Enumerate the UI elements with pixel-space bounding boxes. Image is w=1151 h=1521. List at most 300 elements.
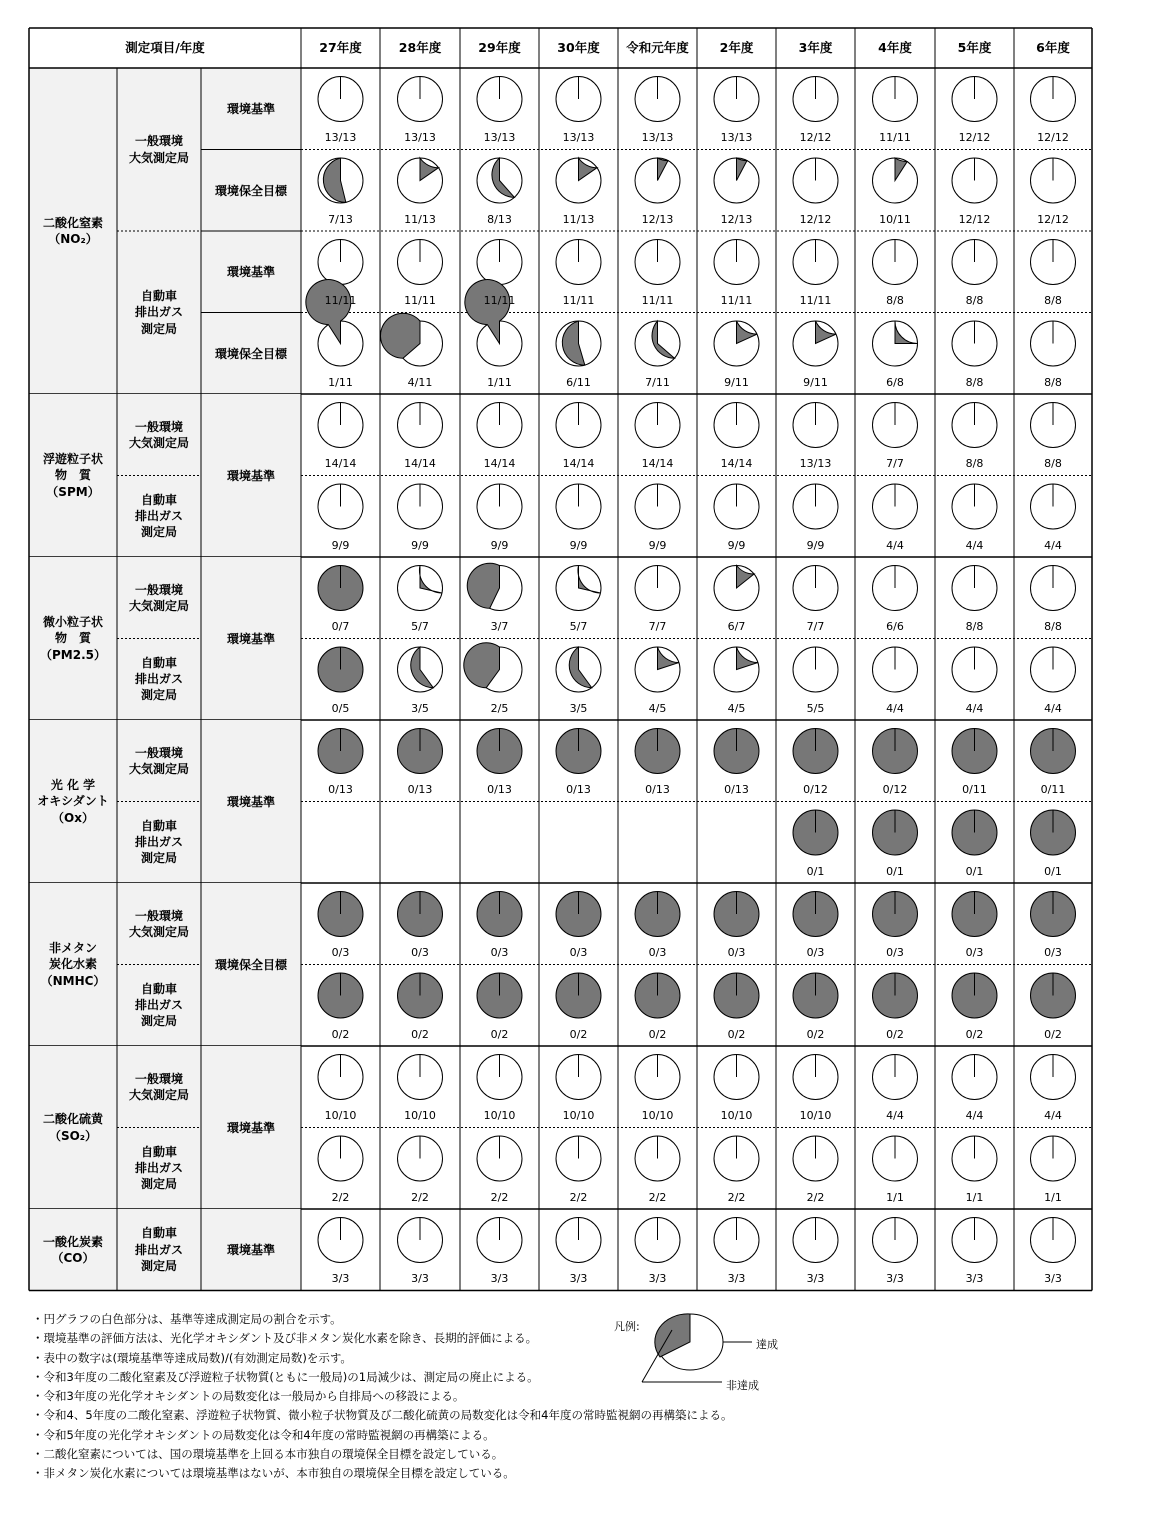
pie-chart xyxy=(873,1218,918,1263)
achievement-ratio: 13/13 xyxy=(324,131,357,144)
pie-chart xyxy=(398,1055,443,1100)
evaluation-kind-label: 環境基準 xyxy=(226,1121,275,1135)
pie-chart xyxy=(873,892,918,937)
achievement-ratio: 10/10 xyxy=(641,1109,674,1122)
achievement-ratio: 0/12 xyxy=(803,783,828,796)
pie-chart xyxy=(398,240,443,285)
pie-chart xyxy=(635,729,680,774)
pie-chart xyxy=(477,1218,522,1263)
pie-chart xyxy=(318,647,363,692)
pie-chart xyxy=(318,158,363,203)
pie-chart xyxy=(952,1055,997,1100)
pie-chart xyxy=(477,729,522,774)
note-line: ・非メタン炭化水素については環境基準はないが、本市独自の環境保全目標を設定している。 xyxy=(32,1466,515,1481)
achievement-ratio: 0/13 xyxy=(407,783,433,796)
achievement-ratio: 3/3 xyxy=(648,1272,667,1285)
pie-chart xyxy=(873,1136,918,1181)
achievement-ratio: 0/11 xyxy=(1040,783,1066,796)
achievement-ratio: 0/13 xyxy=(645,783,670,796)
achievement-ratio: 3/3 xyxy=(886,1272,904,1285)
achievement-ratio: 7/7 xyxy=(806,620,825,633)
achievement-ratio: 1/1 xyxy=(886,1190,904,1204)
pie-chart xyxy=(635,240,680,285)
achievement-ratio: 0/1 xyxy=(965,864,984,878)
pie-chart xyxy=(714,892,759,937)
achievement-ratio: 8/8 xyxy=(886,294,904,307)
evaluation-kind-label: 環境保全目標 xyxy=(214,958,287,972)
parameter-label: 二酸化硫黄 （SO₂） xyxy=(42,1112,103,1143)
pie-chart xyxy=(1031,647,1076,692)
achievement-ratio: 10/10 xyxy=(483,1109,516,1122)
achievement-ratio: 7/7 xyxy=(886,457,904,470)
pie-chart xyxy=(873,729,918,774)
station-type-label: 自動車 排出ガス 測定局 xyxy=(134,1144,183,1192)
pie-chart xyxy=(635,647,680,692)
pie-chart xyxy=(1031,1136,1076,1181)
achievement-ratio: 0/12 xyxy=(882,783,908,796)
achievement-ratio: 9/11 xyxy=(724,375,749,389)
pie-chart xyxy=(398,1136,443,1181)
achievement-ratio: 0/3 xyxy=(411,946,429,959)
pie-chart xyxy=(714,973,759,1018)
pie-chart xyxy=(635,77,680,122)
pie-chart xyxy=(465,280,522,366)
achievement-ratio: 0/3 xyxy=(727,946,746,959)
achievement-ratio: 0/13 xyxy=(724,783,749,796)
achievement-ratio: 0/13 xyxy=(566,783,591,796)
pie-chart xyxy=(464,643,522,692)
achievement-ratio: 4/4 xyxy=(1044,701,1062,715)
pie-chart xyxy=(318,77,363,122)
notes xyxy=(32,1310,732,1484)
achievement-ratio: 2/2 xyxy=(411,1190,429,1204)
achievement-ratio: 10/10 xyxy=(562,1109,595,1122)
pie-chart xyxy=(1031,240,1076,285)
achievement-ratio: 13/13 xyxy=(720,131,753,144)
achievement-ratio: 0/3 xyxy=(331,946,350,959)
achievement-ratio: 12/12 xyxy=(958,212,991,226)
achievement-ratio: 12/13 xyxy=(641,212,674,226)
achievement-ratio: 10/11 xyxy=(879,212,911,226)
header-year: 29年度 xyxy=(478,39,521,55)
achievement-ratio: 7/11 xyxy=(645,375,670,389)
achievement-ratio: 9/9 xyxy=(411,538,429,552)
pie-chart xyxy=(952,1218,997,1263)
achievement-ratio: 7/7 xyxy=(648,620,667,633)
pie-chart xyxy=(556,647,601,692)
pie-chart xyxy=(398,647,443,692)
station-type-label: 自動車 排出ガス 測定局 xyxy=(134,655,183,703)
achievement-ratio: 4/4 xyxy=(965,701,984,715)
achievement-ratio: 14/14 xyxy=(720,457,753,470)
pie-chart xyxy=(556,1136,601,1181)
header-year: 令和元年度 xyxy=(626,39,689,55)
achievement-ratio: 5/7 xyxy=(569,620,588,633)
pie-chart xyxy=(477,892,522,937)
achievement-ratio: 9/9 xyxy=(727,538,746,552)
achievement-ratio: 3/3 xyxy=(569,1272,588,1285)
pie-chart xyxy=(477,77,522,122)
pie-chart xyxy=(793,566,838,611)
evaluation-kind-label: 環境基準 xyxy=(226,469,275,483)
header-year: 30年度 xyxy=(557,39,600,55)
achievement-ratio: 0/2 xyxy=(569,1027,588,1041)
note-line: ・円グラフの白色部分は、基準等達成測定局の割合を示す。 xyxy=(32,1312,342,1326)
achievement-ratio: 1/1 xyxy=(965,1190,984,1204)
pie-chart xyxy=(398,566,443,611)
pie-chart xyxy=(793,403,838,448)
station-type-label: 自動車 排出ガス 測定局 xyxy=(134,981,183,1029)
pie-chart xyxy=(793,973,838,1018)
achievement-ratio: 8/8 xyxy=(1044,375,1062,389)
pie-chart xyxy=(318,1218,363,1263)
achievement-ratio: 4/4 xyxy=(886,701,904,715)
header-item-label: 測定項目/年度 xyxy=(125,39,205,55)
pie-chart xyxy=(952,810,997,855)
achievement-ratio: 14/14 xyxy=(324,457,357,470)
parameter-label: 微小粒子状 物 質 （PM2.5） xyxy=(40,615,106,662)
achievement-ratio: 13/13 xyxy=(641,131,674,144)
achievement-ratio: 8/8 xyxy=(1044,620,1062,633)
pie-chart xyxy=(873,77,918,122)
pie-chart xyxy=(306,280,363,366)
header-year: 27年度 xyxy=(319,39,362,55)
evaluation-kind-label: 環境基準 xyxy=(226,265,275,280)
achievement-ratio: 4/4 xyxy=(886,538,904,552)
pie-chart xyxy=(952,158,997,203)
achievement-ratio: 4/11 xyxy=(407,375,433,389)
achievement-ratio: 0/2 xyxy=(331,1027,350,1041)
achievement-ratio: 0/1 xyxy=(1044,864,1062,878)
achievement-ratio: 13/13 xyxy=(404,131,436,144)
pie-chart xyxy=(793,77,838,122)
station-type-label: 一般環境 大気測定局 xyxy=(128,134,189,165)
pie-chart xyxy=(952,403,997,448)
header-year: 28年度 xyxy=(398,39,442,55)
pie-chart xyxy=(952,484,997,529)
achievement-ratio: 11/13 xyxy=(404,212,436,226)
achievement-ratio: 2/2 xyxy=(331,1190,350,1204)
header-year: 3年度 xyxy=(798,39,833,55)
station-type-label: 自動車 排出ガス 測定局 xyxy=(134,1226,183,1273)
achievement-ratio: 0/2 xyxy=(727,1027,746,1041)
achievement-ratio: 8/13 xyxy=(487,212,512,226)
achievement-ratio: 11/11 xyxy=(879,131,911,144)
pie-chart xyxy=(477,1136,522,1181)
achievement-ratio: 2/5 xyxy=(490,701,509,715)
pie-chart xyxy=(398,973,443,1018)
pie-chart xyxy=(714,1218,759,1263)
achievement-ratio: 0/2 xyxy=(806,1027,825,1041)
achievement-ratio: 0/5 xyxy=(331,701,350,715)
pie-chart xyxy=(635,1218,680,1263)
achievement-ratio: 2/2 xyxy=(569,1190,588,1204)
pie-chart xyxy=(635,1136,680,1181)
achievement-ratio: 8/8 xyxy=(1044,457,1062,470)
pie-chart xyxy=(714,158,759,203)
station-type-label: 一般環境 大気測定局 xyxy=(128,908,189,939)
achievement-ratio: 11/11 xyxy=(483,294,516,307)
achievement-ratio: 12/12 xyxy=(799,212,832,226)
parameter-label: 非メタン 炭化水素 （NMHC） xyxy=(40,941,106,988)
achievement-ratio: 9/9 xyxy=(490,538,509,552)
pie-chart xyxy=(318,892,363,937)
pie-chart xyxy=(318,973,363,1018)
achievement-ratio: 3/5 xyxy=(411,701,429,715)
pie-chart xyxy=(556,1218,601,1263)
note-line: ・表中の数字は(環境基準等達成局数)/(有効測定局数)を示す。 xyxy=(32,1350,352,1365)
achievement-ratio: 5/7 xyxy=(411,620,429,633)
pie-chart xyxy=(556,403,601,448)
evaluation-kind-label: 環境基準 xyxy=(226,795,275,809)
achievement-ratio: 9/9 xyxy=(806,538,825,552)
evaluation-kind-label: 環境基準 xyxy=(226,1243,275,1258)
pie-chart xyxy=(467,563,522,610)
pie-chart xyxy=(793,321,838,366)
pie-chart xyxy=(477,973,522,1018)
station-type-label: 自動車 排出ガス 測定局 xyxy=(134,289,183,336)
evaluation-kind-label: 環境基準 xyxy=(226,632,275,646)
evaluation-kind-label: 環境保全目標 xyxy=(214,183,287,198)
achievement-ratio: 3/3 xyxy=(806,1272,825,1285)
achievement-ratio: 11/11 xyxy=(641,294,674,307)
achievement-ratio: 3/3 xyxy=(965,1272,984,1285)
achievement-ratio: 6/8 xyxy=(886,375,904,389)
pie-chart xyxy=(398,158,443,203)
evaluation-kind-label: 環境保全目標 xyxy=(214,346,287,361)
achievement-ratio: 0/11 xyxy=(962,783,987,796)
pie-chart xyxy=(1031,403,1076,448)
pie-chart xyxy=(873,321,918,366)
pie-chart xyxy=(398,1218,443,1263)
achievement-ratio: 0/3 xyxy=(1044,946,1062,959)
evaluation-kind-label: 環境基準 xyxy=(226,102,275,117)
pie-chart xyxy=(873,647,918,692)
achievement-ratio: 2/2 xyxy=(727,1190,746,1204)
pie-chart xyxy=(1031,1055,1076,1100)
pie-chart xyxy=(635,892,680,937)
achievement-ratio: 0/2 xyxy=(411,1027,429,1041)
achievement-ratio: 3/3 xyxy=(331,1272,350,1285)
pie-chart xyxy=(556,158,601,203)
achievement-ratio: 0/3 xyxy=(886,946,904,959)
pie-chart xyxy=(556,77,601,122)
achievement-ratio: 11/13 xyxy=(562,212,595,226)
pie-chart xyxy=(714,321,759,366)
pie-chart xyxy=(635,566,680,611)
pie-chart xyxy=(714,647,759,692)
pie-chart xyxy=(952,240,997,285)
pie-chart xyxy=(714,240,759,285)
pie-chart xyxy=(556,484,601,529)
header-year: 5年度 xyxy=(957,39,992,55)
achievement-ratio: 3/3 xyxy=(411,1272,429,1285)
achievement-ratio: 4/4 xyxy=(1044,538,1062,552)
achievement-ratio: 7/13 xyxy=(328,212,353,226)
pie-chart xyxy=(952,892,997,937)
pie-chart xyxy=(793,1218,838,1263)
pie-chart xyxy=(556,729,601,774)
achievement-ratio: 10/10 xyxy=(799,1109,832,1122)
achievement-ratio: 4/4 xyxy=(965,1109,984,1122)
achievement-ratio: 3/3 xyxy=(490,1272,509,1285)
pie-chart xyxy=(793,158,838,203)
achievement-ratio: 13/13 xyxy=(562,131,595,144)
achievement-ratio: 0/1 xyxy=(806,864,825,878)
pie-chart xyxy=(952,973,997,1018)
pie-chart xyxy=(873,240,918,285)
station-type-label: 一般環境 大気測定局 xyxy=(128,582,189,613)
achievement-ratio: 3/7 xyxy=(490,620,509,633)
achievement-ratio: 4/5 xyxy=(648,701,667,715)
pie-chart xyxy=(477,403,522,448)
achievement-ratio: 12/13 xyxy=(720,212,753,226)
pie-chart xyxy=(398,729,443,774)
pie-chart xyxy=(793,647,838,692)
achievement-ratio: 8/8 xyxy=(965,457,984,470)
pie-chart xyxy=(952,77,997,122)
achievement-ratio: 3/3 xyxy=(1044,1272,1062,1285)
pie-chart xyxy=(714,77,759,122)
pie-chart xyxy=(793,240,838,285)
note-line: ・令和3年度の光化学オキシダントの局数変化は一般局から自排局への移設による。 xyxy=(32,1389,465,1404)
achievement-ratio: 11/11 xyxy=(404,294,436,307)
note-line: ・環境基準の評価方法は、光化学オキシダント及び非メタン炭化水素を除き、長期的評価による。 xyxy=(32,1331,538,1346)
achievement-ratio: 2/2 xyxy=(490,1190,509,1204)
pie-chart xyxy=(556,892,601,937)
achievement-ratio: 6/11 xyxy=(566,375,591,389)
achievement-ratio: 0/2 xyxy=(886,1027,904,1041)
achievement-ratio: 0/2 xyxy=(490,1027,509,1041)
achievement-ratio: 10/10 xyxy=(404,1109,436,1122)
pie-chart xyxy=(1031,1218,1076,1263)
achievement-ratio: 0/1 xyxy=(886,864,904,878)
achievement-ratio: 14/14 xyxy=(641,457,674,470)
pie-chart xyxy=(952,566,997,611)
pie-chart xyxy=(714,1055,759,1100)
achievement-ratio: 12/12 xyxy=(958,131,991,144)
pie-chart xyxy=(1031,77,1076,122)
pie-chart xyxy=(556,973,601,1018)
pie-chart xyxy=(556,1055,601,1100)
achievement-ratio: 12/12 xyxy=(799,131,832,144)
pie-chart xyxy=(873,403,918,448)
note-line: ・令和4、5年度の二酸化窒素、浮遊粒子状物質、微小粒子状物質及び二酸化硫黄の局数変化は令和4年度の常時監視網の再構築による。 xyxy=(32,1408,733,1423)
achievement-ratio: 1/11 xyxy=(487,375,512,389)
station-type-label: 一般環境 大気測定局 xyxy=(128,745,189,776)
achievement-ratio: 4/4 xyxy=(965,538,984,552)
achievement-ratio: 0/2 xyxy=(1044,1027,1062,1041)
achievement-ratio: 6/6 xyxy=(886,620,904,633)
pie-chart xyxy=(1031,484,1076,529)
pie-chart xyxy=(1031,810,1076,855)
pie-chart xyxy=(380,313,442,366)
pie-chart xyxy=(318,729,363,774)
pie-chart xyxy=(714,403,759,448)
achievement-ratio: 1/1 xyxy=(1044,1190,1062,1204)
achievement-ratio: 8/8 xyxy=(965,294,984,307)
pie-chart xyxy=(477,240,522,285)
achievement-ratio: 6/7 xyxy=(727,620,746,633)
pie-chart xyxy=(1031,973,1076,1018)
pie-chart xyxy=(952,647,997,692)
pie-chart xyxy=(635,973,680,1018)
achievement-ratio: 9/9 xyxy=(648,538,667,552)
pie-chart xyxy=(635,321,680,366)
achievement-ratio: 4/5 xyxy=(727,701,746,715)
pie-chart xyxy=(398,403,443,448)
pie-chart xyxy=(952,321,997,366)
pie-chart xyxy=(952,729,997,774)
achievement-ratio: 4/4 xyxy=(886,1109,904,1122)
achievement-ratio: 13/13 xyxy=(483,131,516,144)
pie-chart xyxy=(1031,566,1076,611)
achievement-ratio: 4/4 xyxy=(1044,1109,1062,1122)
achievement-ratio: 0/7 xyxy=(331,620,350,633)
achievement-ratio: 0/13 xyxy=(487,783,512,796)
pie-chart xyxy=(714,1136,759,1181)
achievement-ratio: 11/11 xyxy=(799,294,832,307)
parameter-label: 浮遊粒子状 物 質 （SPM） xyxy=(42,452,103,499)
pie-chart xyxy=(793,892,838,937)
achievement-ratio: 14/14 xyxy=(562,457,595,470)
pie-chart xyxy=(318,240,363,285)
pie-chart xyxy=(873,973,918,1018)
achievement-ratio: 0/13 xyxy=(328,783,353,796)
pie-chart xyxy=(714,729,759,774)
achievement-ratio: 11/11 xyxy=(324,294,357,307)
achievement-ratio: 13/13 xyxy=(799,457,832,470)
pie-chart xyxy=(873,158,918,203)
pie-chart xyxy=(873,1055,918,1100)
achievement-ratio: 10/10 xyxy=(324,1109,357,1122)
achievement-ratio: 14/14 xyxy=(404,457,436,470)
station-type-label: 自動車 排出ガス 測定局 xyxy=(134,818,183,866)
pie-chart xyxy=(556,321,601,366)
achievement-ratio: 3/3 xyxy=(727,1272,746,1285)
station-type-label: 一般環境 大気測定局 xyxy=(128,419,189,450)
achievement-ratio: 9/11 xyxy=(803,375,828,389)
pie-chart xyxy=(1031,892,1076,937)
legend-not-achieved-label: 非達成 xyxy=(726,1379,759,1392)
achievement-ratio: 2/2 xyxy=(648,1190,667,1204)
achievement-ratio: 0/2 xyxy=(648,1027,667,1041)
achievement-ratio: 5/5 xyxy=(806,701,825,715)
achievement-ratio: 14/14 xyxy=(483,457,516,470)
achievement-ratio: 8/8 xyxy=(965,620,984,633)
achievement-ratio: 3/5 xyxy=(569,701,588,715)
station-type-label: 自動車 排出ガス 測定局 xyxy=(134,492,183,540)
pie-chart xyxy=(398,77,443,122)
pie-chart xyxy=(793,484,838,529)
achievement-ratio: 0/2 xyxy=(965,1027,984,1041)
achievement-ratio: 0/3 xyxy=(648,946,667,959)
note-line: ・令和5年度の光化学オキシダントの局数変化は令和4年度の常時監視網の再構築による。 xyxy=(32,1427,495,1442)
pie-chart xyxy=(635,484,680,529)
pie-chart xyxy=(477,158,522,203)
achievement-ratio: 0/3 xyxy=(965,946,984,959)
achievement-ratio: 0/3 xyxy=(806,946,825,959)
note-line: ・二酸化窒素については、国の環境基準を上回る本市独自の環境保全目標を設定している。 xyxy=(32,1447,504,1462)
pie-chart xyxy=(793,1055,838,1100)
header-year: 2年度 xyxy=(719,39,754,55)
achievement-ratio: 0/3 xyxy=(569,946,588,959)
pie-chart xyxy=(714,484,759,529)
pie-chart xyxy=(793,1136,838,1181)
pie-chart xyxy=(873,484,918,529)
achievement-ratio: 9/9 xyxy=(569,538,588,552)
achievement-ratio: 8/8 xyxy=(1044,294,1062,307)
